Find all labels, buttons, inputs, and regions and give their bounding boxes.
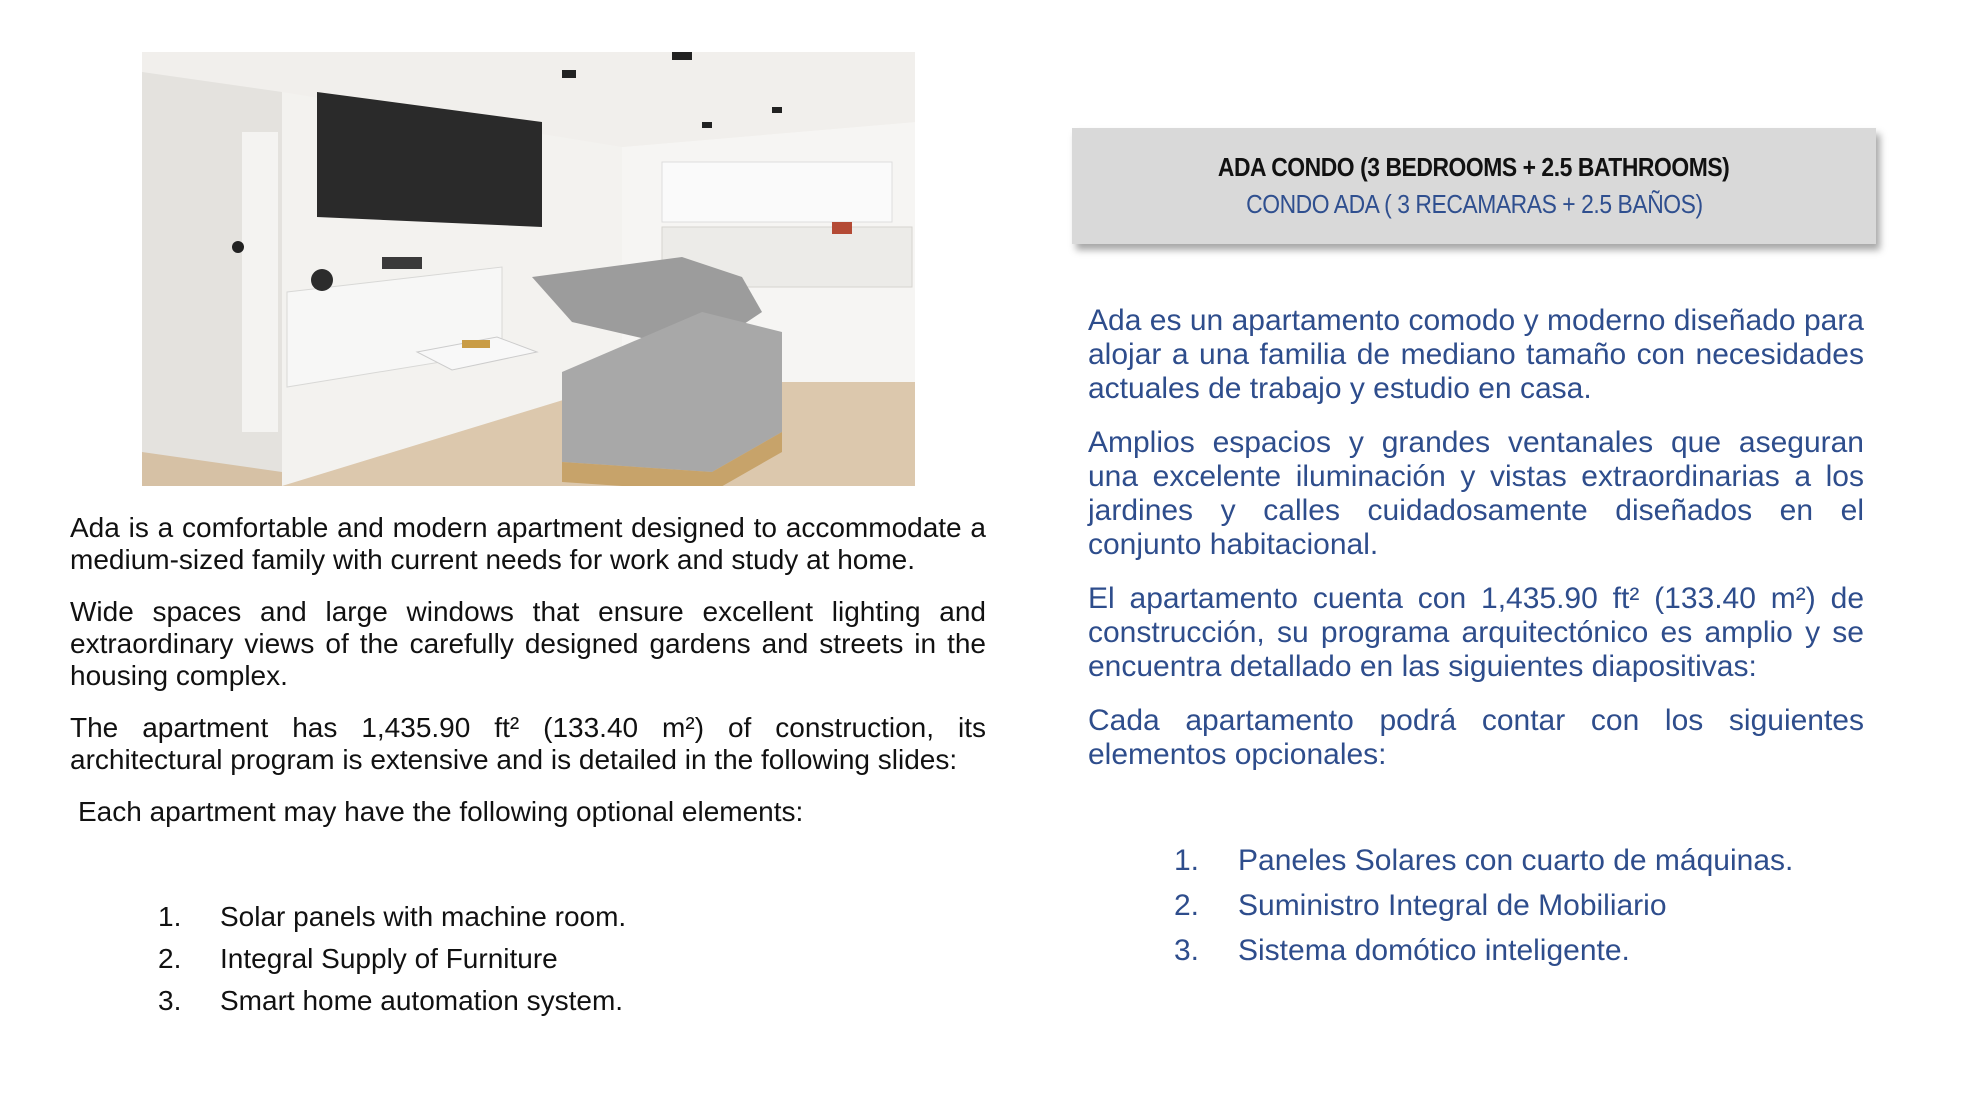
spanish-description — [1088, 304, 1864, 973]
english-paragraph-1: Ada is a comfortable and modern apartment designed to accommodate a medium-sized family with current needs for work and study at home. — [70, 512, 986, 575]
list-item — [158, 896, 986, 938]
list-item — [158, 980, 986, 1022]
english-description — [70, 512, 986, 1022]
title-english: ADA CONDO (3 BEDROOMS + 2.5 BATHROOMS) — [1218, 152, 1730, 182]
title-box — [1072, 128, 1876, 244]
list-number: 2. — [1174, 888, 1200, 922]
spanish-paragraph-4: Cada apartamento podrá contar con los siguientes elementos opcionales: — [1088, 704, 1864, 771]
list-number: 3. — [1174, 933, 1200, 967]
spanish-optional-list — [1174, 838, 1864, 973]
list-number: 2. — [158, 943, 182, 974]
english-paragraph-3: The apartment has 1,435.90 ft² (133.40 m²) of construction, its architectural program is extensive and is detailed in the following slides: — [70, 712, 986, 775]
list-text: Solar panels with machine room. — [220, 901, 627, 932]
list-item — [1174, 928, 1864, 973]
list-number: 1. — [158, 901, 182, 932]
list-text: Suministro Integral de Mobiliario — [1238, 888, 1667, 922]
list-number: 1. — [1174, 843, 1200, 877]
spanish-paragraph-2: Amplios espacios y grandes ventanales que aseguran una excelente iluminación y vistas extraordinarias a los jardines y calles cuidadosamente diseñados en el conjunto habitacional. — [1088, 426, 1864, 561]
title-spanish: CONDO ADA ( 3 RECAMARAS + 2.5 BAÑOS) — [1245, 189, 1703, 219]
list-text: Paneles Solares con cuarto de máquinas. — [1238, 843, 1794, 877]
english-optional-intro: Each apartment may have the following optional elements: — [78, 796, 804, 827]
list-number: 3. — [158, 985, 182, 1016]
list-text: Integral Supply of Furniture — [220, 943, 558, 974]
living-room-render-image — [142, 52, 915, 486]
english-paragraph-2: Wide spaces and large windows that ensure excellent lighting and extraordinary views of the carefully designed gardens and streets in the housing complex. — [70, 596, 986, 691]
list-item — [1174, 838, 1864, 883]
spanish-paragraph-1: Ada es un apartamento comodo y moderno diseñado para alojar a una familia de mediano tamaño con necesidades actuales de trabajo y estudio en casa. — [1088, 304, 1864, 405]
list-text: Smart home automation system. — [220, 985, 624, 1016]
list-item — [1174, 883, 1864, 928]
english-optional-list — [158, 896, 986, 1022]
list-item — [158, 938, 986, 980]
list-text: Sistema domótico inteligente. — [1238, 933, 1630, 967]
spanish-paragraph-3: El apartamento cuenta con 1,435.90 ft² (133.40 m²) de construcción, su programa arquitectónico es amplio y se encuentra detallado en las siguientes diapositivas: — [1088, 582, 1864, 683]
